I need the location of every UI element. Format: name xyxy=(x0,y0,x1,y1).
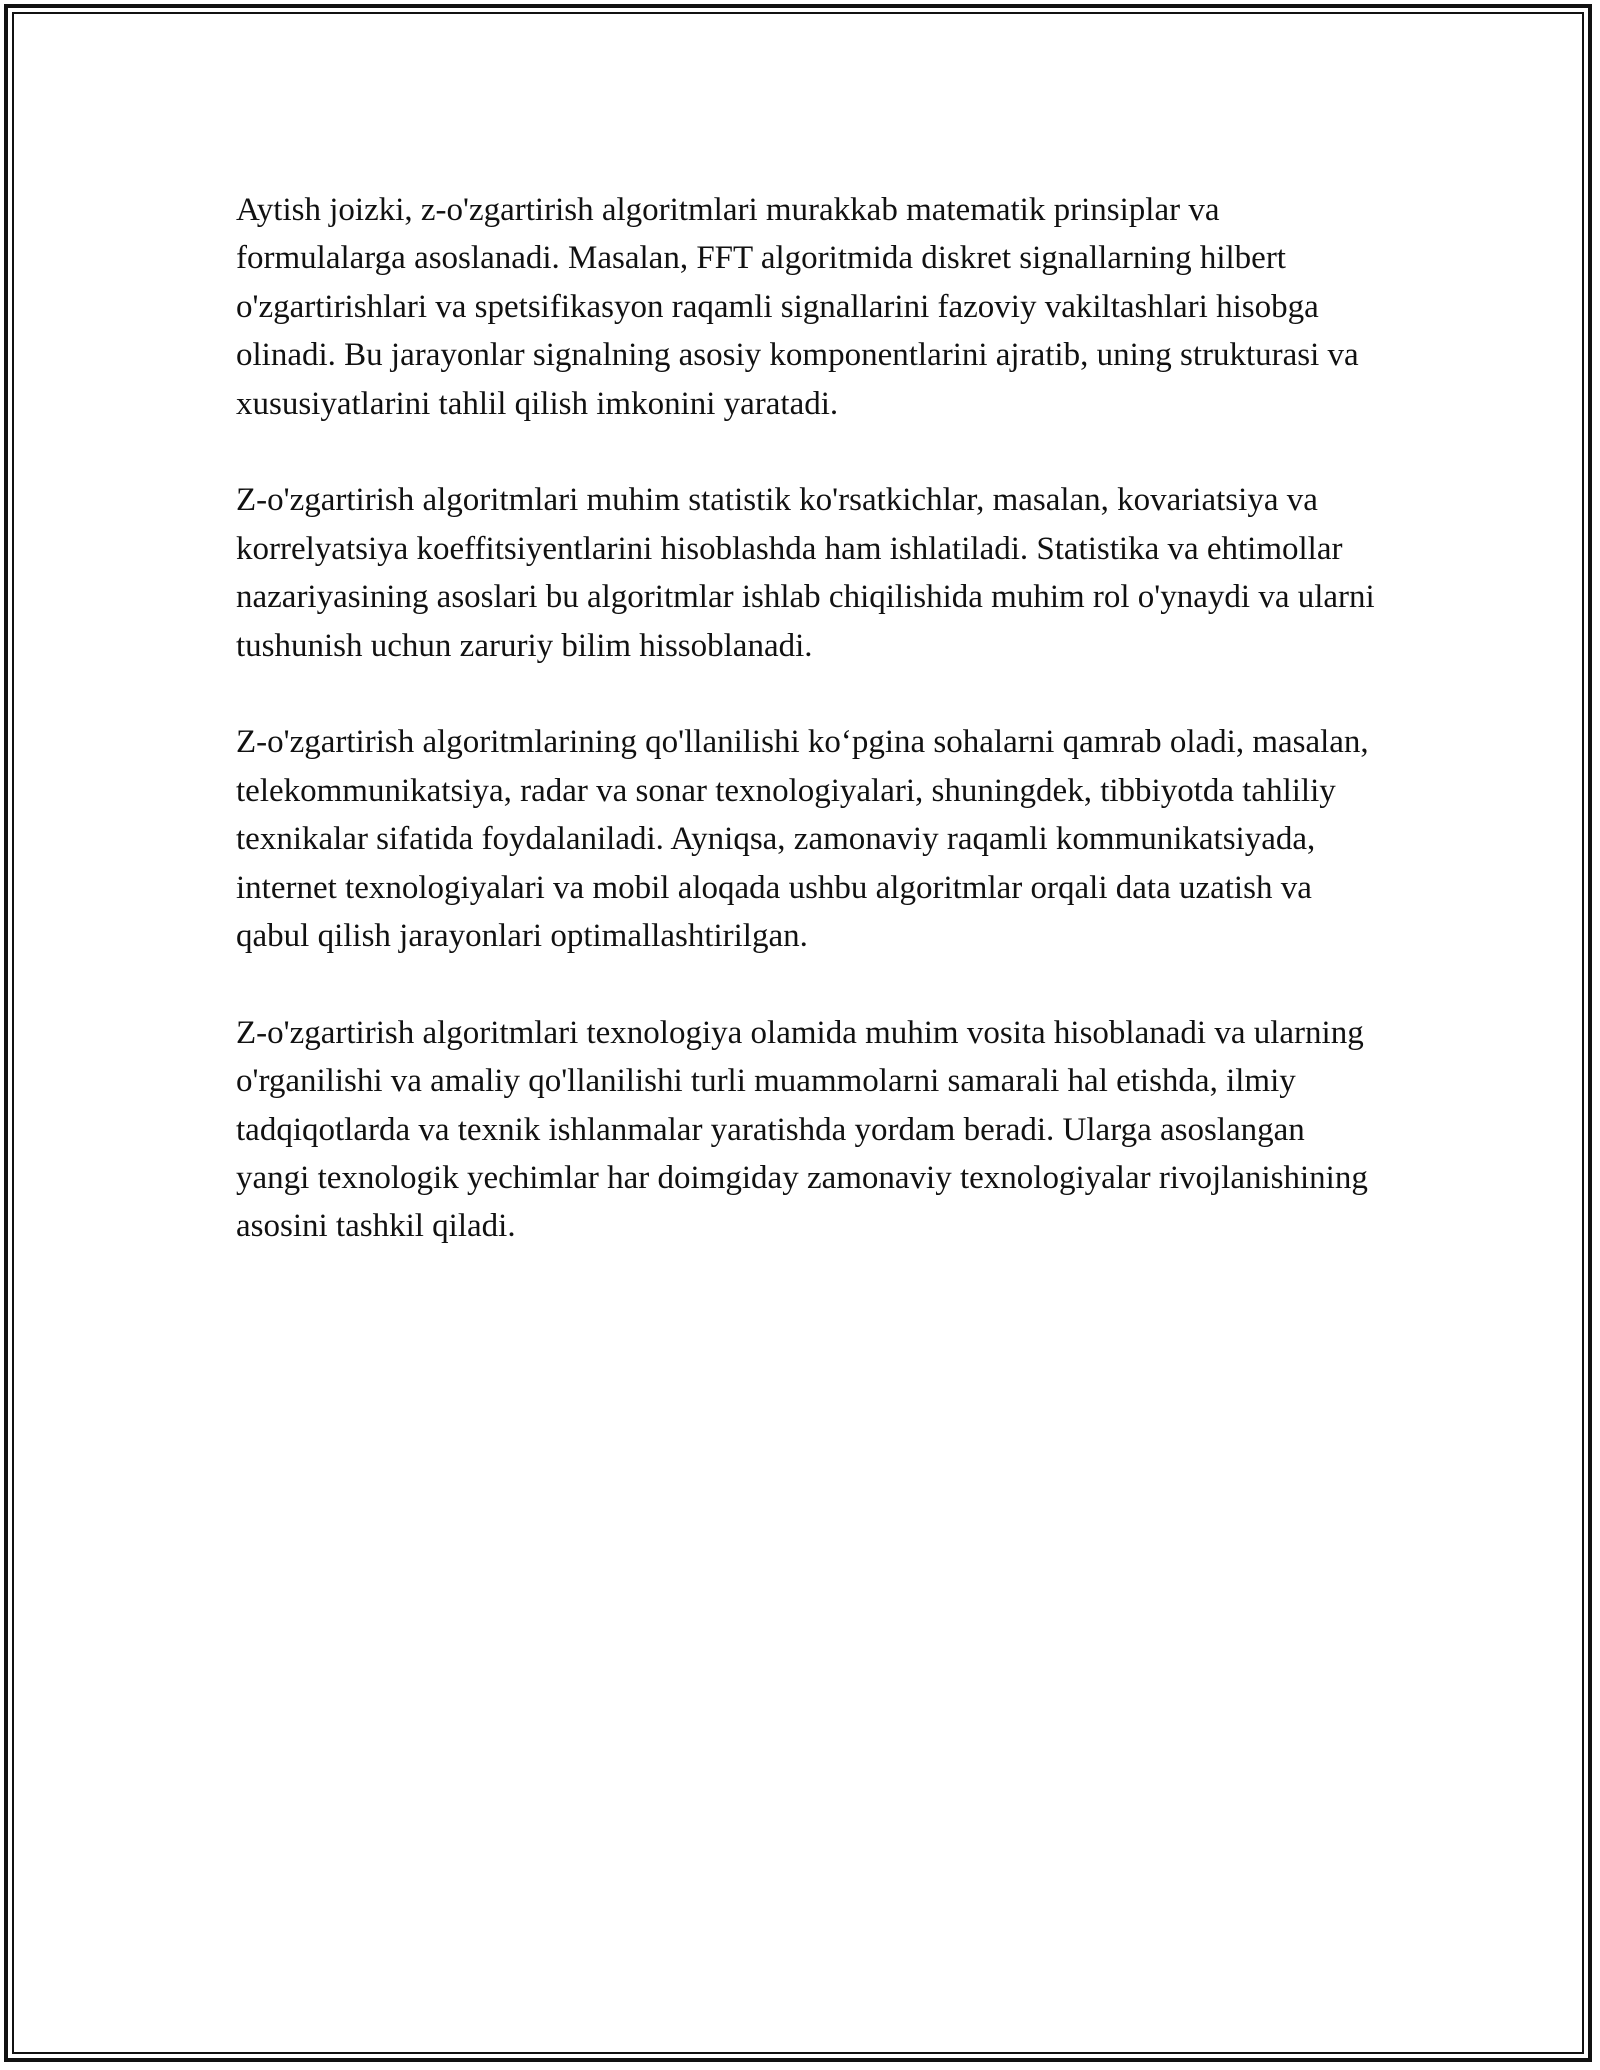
paragraph-2: Z-o'zgartirish algoritmlari muhim statistik ko'rsatkichlar, masalan, kovariatsiya va korrelyatsiya koeffitsiyentlarini hisoblashda ham ishlatiladi. Statistika va ehtimollar nazariyasining asoslari bu algoritmlar ishlab chiqilishida muhim rol o'ynaydi va ularni tushunish uchun zaruriy bilim hissoblanadi. xyxy=(236,482,1375,664)
paragraph-1: Aytish joizki, z-o'zgartirish algoritmlari murakkab matematik prinsiplar va formulalarga asoslanadi. Masalan, FFT algoritmida diskret signallarning hilbert o'zgartirishlari va spetsifikasyon raqamli signallarini fazoviy vakiltashlari hisobga olinadi. Bu jarayonlar signalning asosiy komponentlarini ajratib, uning strukturasi va xususiyatlarini tahlil qilish imkonini yaratadi. xyxy=(236,192,1359,422)
document-body xyxy=(236,186,1376,1299)
paragraph-3: Z-o'zgartirish algoritmlarining qo'llanilishi ko‘pgina sohalarni qamrab oladi, masalan, telekommunikatsiya, radar va sonar texnologiyalari, shuningdek, tibbiyotda tahliliy texnikalar sifatida foydalaniladi. Ayniqsa, zamonaviy raqamli kommunikatsiyada, internet texnologiyalari va mobil aloqada ushbu algoritmlar orqali data uzatish va qabul qilish jarayonlari optimallashtirilgan. xyxy=(236,724,1369,955)
paragraph-4: Z-o'zgartirish algoritmlari texnologiya olamida muhim vosita hisoblanadi va ularning o'rganilishi va amaliy qo'llanilishi turli muammolarni samarali hal etishda, ilmiy tadqiqotlarda va texnik ishlanmalar yaratishda yordam beradi. Ularga asoslangan yangi texnologik yechimlar har doimgiday zamonaviy texnologiyalar rivojlanishining asosini tashkil qiladi. xyxy=(236,1014,1368,1245)
